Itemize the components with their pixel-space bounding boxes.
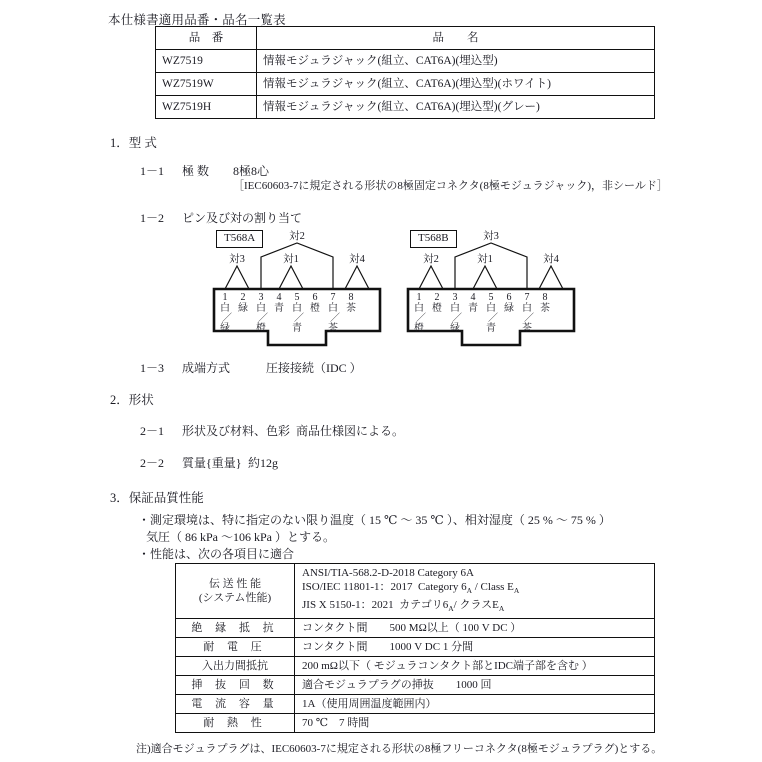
section-1-3-value: 圧接接続（IDC ） xyxy=(266,361,362,375)
pin-color-bottom: 緑 xyxy=(450,323,460,334)
page-title: 本仕様書適用品番・品名一覧表 xyxy=(108,13,286,27)
pin-color-top: 白 xyxy=(450,303,460,314)
pin-color-bottom: 茶 xyxy=(328,323,338,334)
pair-label: 対4 xyxy=(349,254,365,265)
pin-number: 1 xyxy=(416,292,422,303)
section-1-3-number: 1－3 xyxy=(140,361,165,375)
spec-value-insertion-cycles: 適合モジュラプラグの挿抜 1000 回 xyxy=(295,676,655,695)
section-1-heading: 1．型 式 xyxy=(110,136,157,150)
diagram-label-t568b: T568B xyxy=(410,230,457,248)
spec-label-io-resistance: 入出力間抵抗 xyxy=(176,657,295,676)
standard-jis: JIS X 5150-1：2021 カテゴリ$6_A/$ クラス$E_A$ xyxy=(302,599,505,614)
diagram-label-t568a: T568A xyxy=(216,230,263,248)
section-1-1-note: ［IEC60603-7に規定される形状の8極固定コネクタ(8極モジュラジャック)，非シールド］ xyxy=(233,180,668,192)
pin-assignment-diagram-t568b xyxy=(400,230,586,355)
pair-label: 対3 xyxy=(229,254,245,265)
cell-part-number: WZ7519W xyxy=(156,73,257,96)
pin-color-top: 橙 xyxy=(310,303,320,314)
spec-label-line-1: 伝 送 性 能 xyxy=(208,578,262,591)
pin-number: 2 xyxy=(434,292,440,303)
pair-label: 対3 xyxy=(483,231,499,242)
table-row xyxy=(176,714,655,733)
measurement-env-line-1: ・測定環境は、特に指定のない限り温度（ 15 ℃ ～ 35 ℃ ）、相対湿度（ 25 % ～ 75 % ） xyxy=(138,513,611,527)
quality-performance-table xyxy=(175,563,655,733)
pair-label: 対2 xyxy=(289,231,305,242)
cell-part-name: 情報モジュラジャック(組立、CAT6A)(埋込型)(ホワイト) xyxy=(257,73,655,96)
pin-color-bottom: 青 xyxy=(292,323,302,334)
pin-number: 8 xyxy=(542,292,548,303)
measurement-env-line-2: 気圧（ 86 kPa ～106 kPa ）とする。 xyxy=(146,530,336,544)
subscript-a: A xyxy=(513,586,520,596)
pin-slash: ／ xyxy=(330,313,340,324)
subscript-a: A xyxy=(448,604,454,614)
pin-assignment-diagram-t568a xyxy=(206,230,392,355)
pair-label: 対2 xyxy=(423,254,439,265)
table-row xyxy=(176,695,655,714)
section-2-heading: 2．形状 xyxy=(110,393,154,407)
cell-part-name: 情報モジュラジャック(組立、CAT6A)(埋込型)(グレー) xyxy=(257,96,655,119)
header-part-number: 品 番 xyxy=(156,27,257,50)
pin-color-top: 白 xyxy=(256,303,266,314)
pair-label: 対1 xyxy=(283,254,299,265)
pin-number: 5 xyxy=(294,292,300,303)
subscript-a: A xyxy=(498,604,505,614)
pin-number: 1 xyxy=(222,292,228,303)
pin-color-top: 白 xyxy=(220,303,230,314)
pin-slash: ／ xyxy=(294,313,304,324)
section-2-1-label: 形状及び材料、色彩 xyxy=(182,424,291,438)
section-1-1-label: 極 数 xyxy=(182,164,210,178)
spec-value-heat-resistance: 70 ℃ 7 時間 xyxy=(295,714,655,733)
spec-value-withstand-voltage: コンタクト間 1000 V DC 1 分間 xyxy=(295,638,655,657)
table-row xyxy=(176,564,655,619)
section-3-heading: 3．保証品質性能 xyxy=(110,491,204,505)
table-row xyxy=(176,638,655,657)
section-1-1-value: 8極8心 xyxy=(233,164,270,178)
pin-color-bottom: 緑 xyxy=(220,323,230,334)
standard-ansi-tia: ANSI/TIA-568.2-D-2018 Category 6A xyxy=(302,567,474,579)
pin-color-top: 茶 xyxy=(540,303,550,314)
section-2-2-value: 約12g xyxy=(248,456,279,470)
spec-value-current-capacity: 1A（使用周囲温度範囲内） xyxy=(295,695,655,714)
pin-color-top: 青 xyxy=(468,303,478,314)
table-header-row xyxy=(156,27,655,50)
spec-label-insulation-resistance: 絶 縁 抵 抗 xyxy=(176,619,295,638)
pin-color-bottom: 青 xyxy=(486,323,496,334)
table-row xyxy=(176,657,655,676)
spec-value-io-resistance: 200 mΩ以下（ モジュラコンタクト部とIDC端子部を含む ） xyxy=(295,657,655,676)
pin-number: 3 xyxy=(452,292,458,303)
pin-color-top: 白 xyxy=(292,303,302,314)
spec-label-insertion-cycles: 挿 抜 回 数 xyxy=(176,676,295,695)
pin-color-top: 茶 xyxy=(346,303,356,314)
cell-part-name: 情報モジュラジャック(組立、CAT6A)(埋込型) xyxy=(257,50,655,73)
pin-number: 6 xyxy=(506,292,512,303)
spec-value-insulation-resistance: コンタクト間 500 MΩ以上（ 100 V DC ） xyxy=(295,619,655,638)
table-row xyxy=(156,96,655,119)
pin-slash: ／ xyxy=(416,313,426,324)
parts-list-table xyxy=(155,26,655,119)
pin-color-top: 白 xyxy=(486,303,496,314)
pin-color-top: 白 xyxy=(414,303,424,314)
table-row xyxy=(156,73,655,96)
header-part-name: 品 名 xyxy=(257,27,655,50)
pin-slash: ／ xyxy=(488,313,498,324)
table-row xyxy=(176,619,655,638)
cell-part-number: WZ7519H xyxy=(156,96,257,119)
pin-color-top: 青 xyxy=(274,303,284,314)
pin-color-top: 緑 xyxy=(504,303,514,314)
pin-number: 3 xyxy=(258,292,264,303)
pin-color-top: 緑 xyxy=(238,303,248,314)
performance-conformance-line: ・性能は、次の各項目に適合 xyxy=(138,547,295,561)
pin-color-top: 橙 xyxy=(432,303,442,314)
spec-value-transmission xyxy=(295,564,655,619)
pin-number: 6 xyxy=(312,292,318,303)
pin-color-bottom: 茶 xyxy=(522,323,532,334)
section-1-2-label: ピン及び対の割り当て xyxy=(182,211,303,225)
section-2-2-label: 質量{重量} xyxy=(182,456,242,470)
pin-color-bottom: 橙 xyxy=(256,323,266,334)
section-2-2-number: 2－2 xyxy=(140,456,165,470)
standard-iso-iec: ISO/IEC 11801-1：2017 Category $6_A$ / Class $E_A$ xyxy=(302,581,520,596)
table-row xyxy=(156,50,655,73)
pair-label: 対1 xyxy=(477,254,493,265)
pin-slash: ／ xyxy=(524,313,534,324)
section-2-1-value: 商品仕様図による。 xyxy=(296,424,405,438)
section-1-1-number: 1－1 xyxy=(140,164,165,178)
spec-label-current-capacity: 電 流 容 量 xyxy=(176,695,295,714)
pair-label: 対4 xyxy=(543,254,559,265)
pin-number: 5 xyxy=(488,292,494,303)
pin-slash: ／ xyxy=(222,313,232,324)
spec-label-withstand-voltage: 耐 電 圧 xyxy=(176,638,295,657)
footnote: 注)適合モジュラプラグは、IEC60603-7に規定される形状の8極フリーコネクタ(8極モジュラプラグ)とする。 xyxy=(136,743,663,755)
pin-number: 7 xyxy=(524,292,530,303)
table-row xyxy=(176,676,655,695)
section-1-2-number: 1－2 xyxy=(140,211,165,225)
pin-color-bottom: 橙 xyxy=(414,323,424,334)
subscript-a: A xyxy=(466,586,472,596)
spec-label-transmission xyxy=(176,564,295,619)
pin-color-top: 白 xyxy=(522,303,532,314)
pin-number: 4 xyxy=(276,292,282,303)
pin-slash: ／ xyxy=(452,313,462,324)
pin-slash: ／ xyxy=(258,313,268,324)
spec-label-line-2: (システム性能) xyxy=(198,592,272,605)
pin-color-top: 白 xyxy=(328,303,338,314)
section-1-3-label: 成端方式 xyxy=(182,361,231,375)
pin-number: 4 xyxy=(470,292,476,303)
pin-number: 8 xyxy=(348,292,354,303)
section-2-1-number: 2－1 xyxy=(140,424,165,438)
spec-label-heat-resistance: 耐 熱 性 xyxy=(176,714,295,733)
pin-number: 2 xyxy=(240,292,246,303)
cell-part-number: WZ7519 xyxy=(156,50,257,73)
pin-number: 7 xyxy=(330,292,336,303)
